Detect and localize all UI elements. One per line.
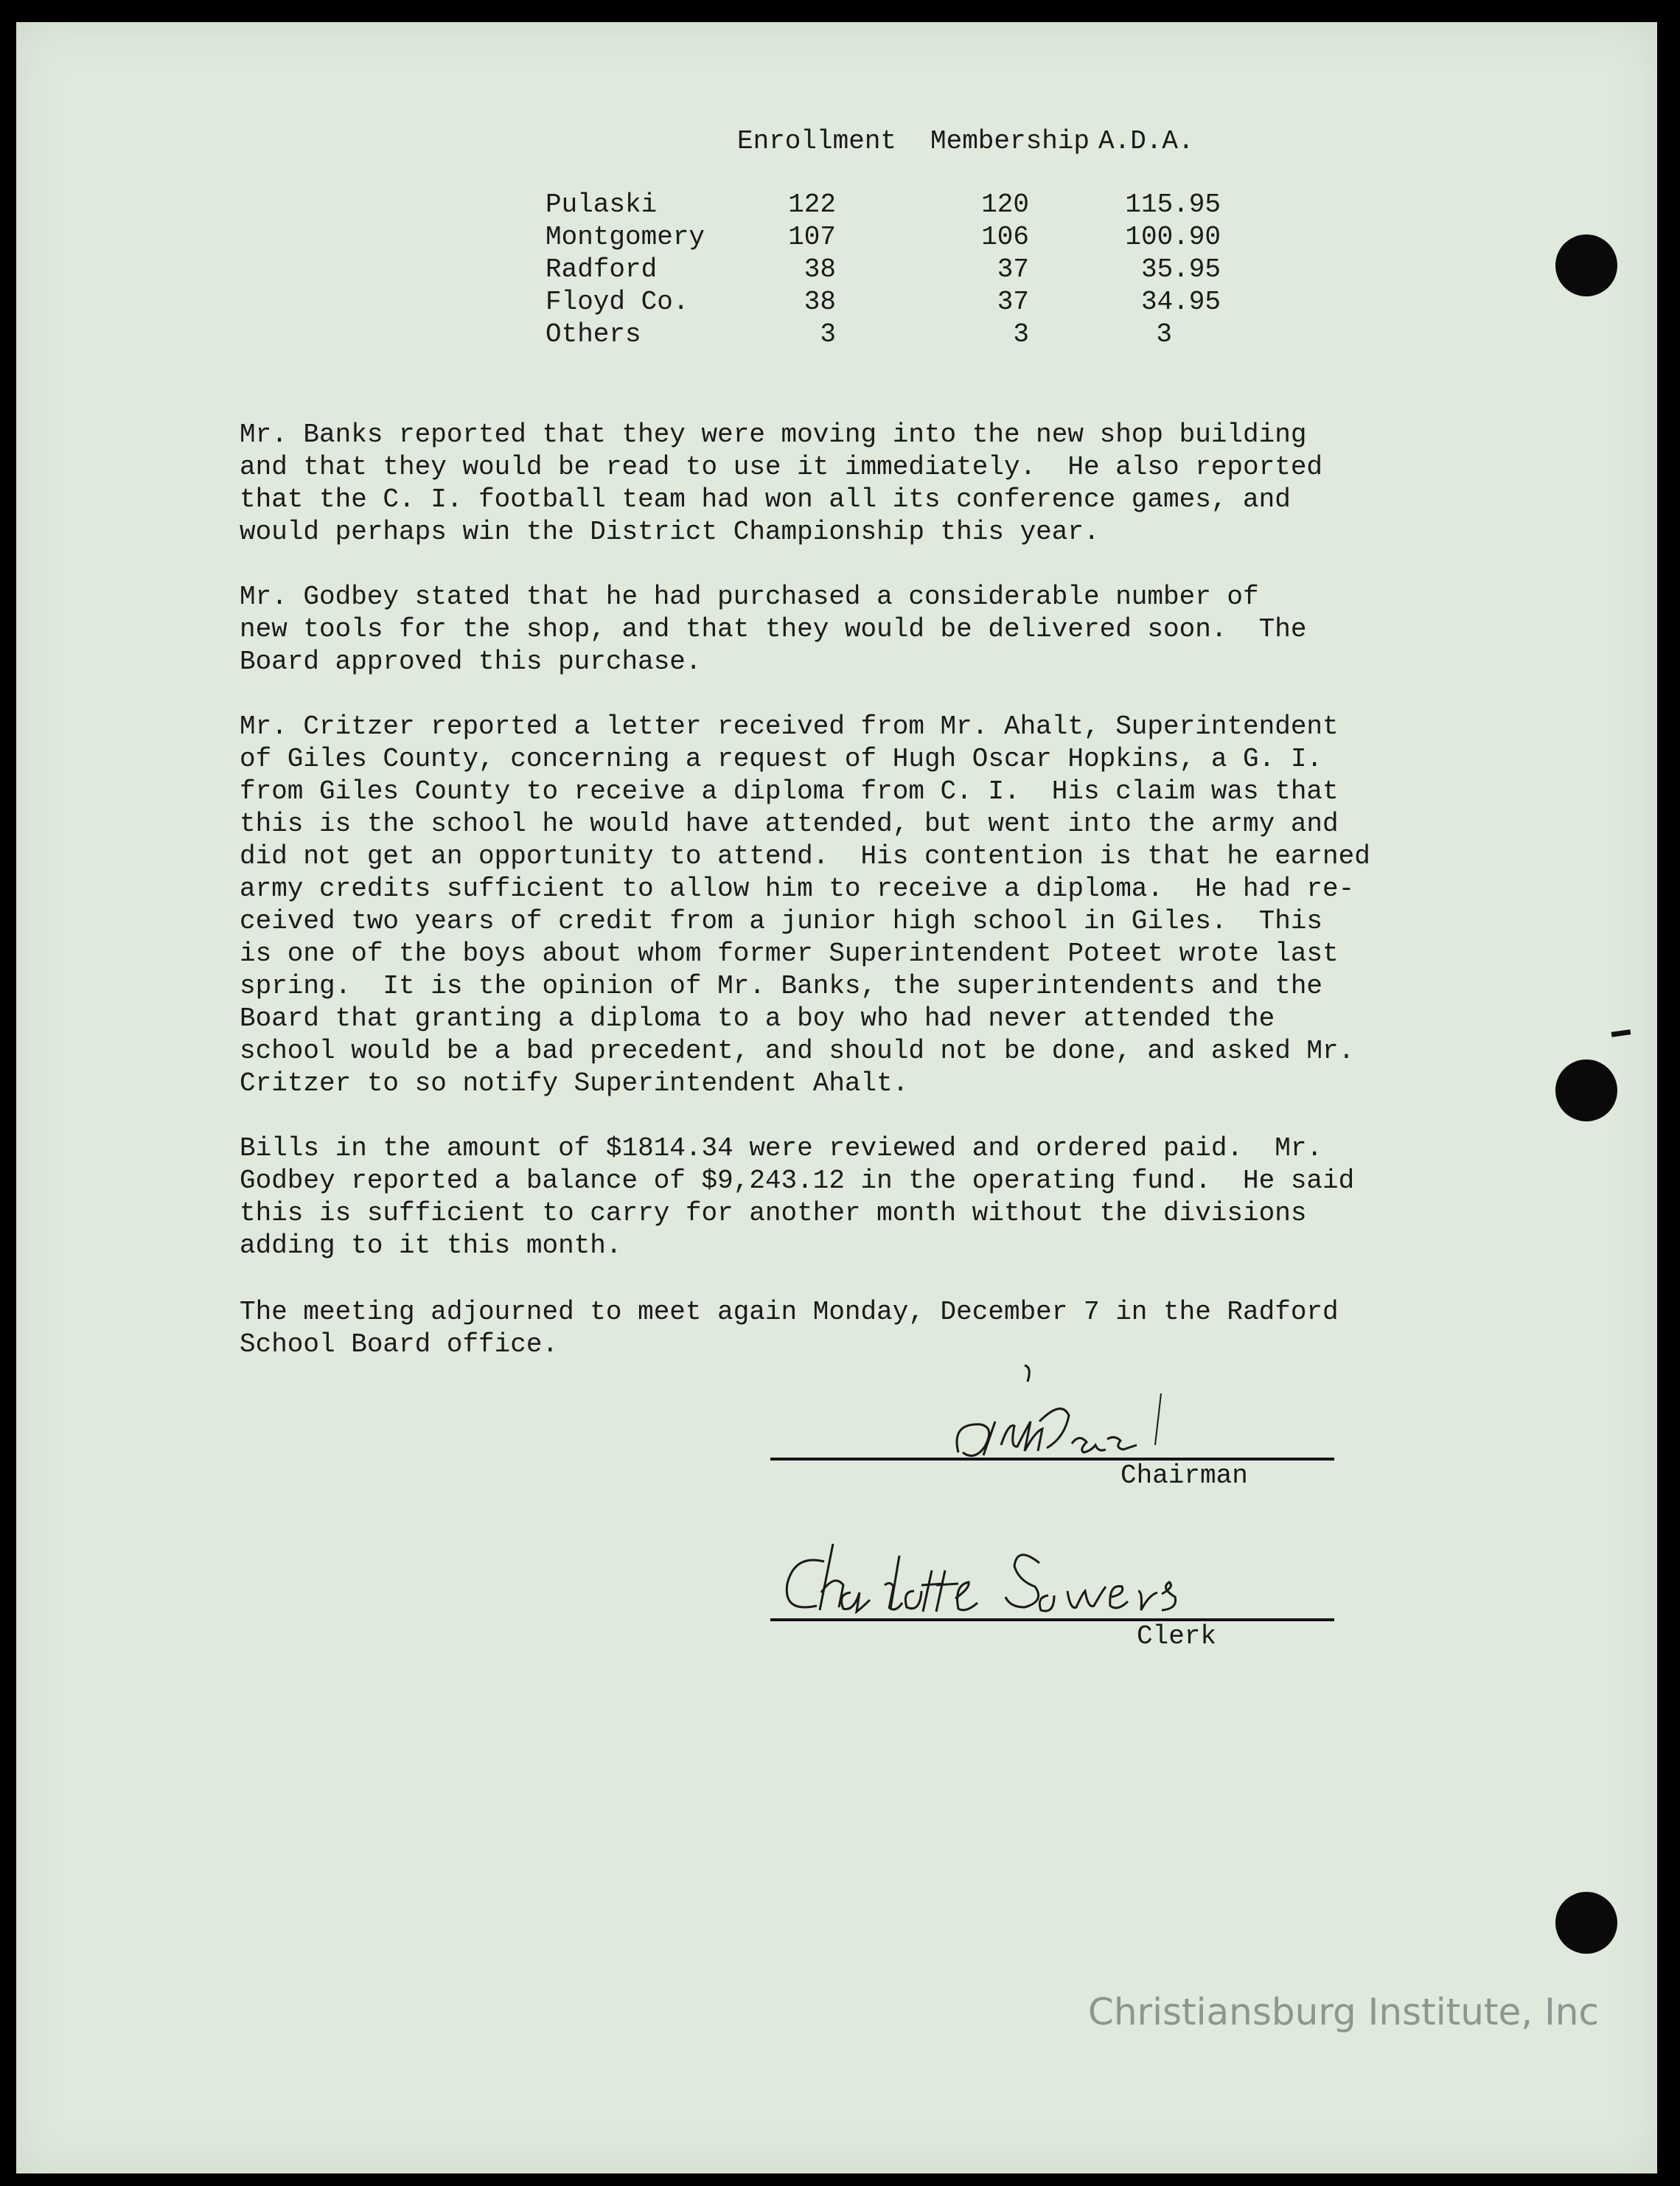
paragraph-line: school would be a bad precedent, and should not be done, and asked Mr. (240, 1036, 1355, 1066)
watermark: Christiansburg Institute, Inc (1087, 1991, 1599, 2033)
paragraph-line: Mr. Banks reported that they were moving into the new shop building (240, 420, 1307, 450)
clerk-label: Clerk (1137, 1621, 1217, 1651)
row-membership: 37 (997, 254, 1029, 285)
paragraph-line: is one of the boys about whom former Superintendent Poteet wrote last (240, 939, 1339, 969)
row-name: Others (546, 319, 641, 349)
paragraph-line: Critzer to so notify Superintendent Ahalt. (240, 1068, 909, 1099)
paragraph-line: Mr. Critzer reported a letter received from Mr. Ahalt, Superintendent (240, 711, 1339, 742)
chairman-signature (914, 1357, 1209, 1467)
punch-hole-top (1555, 234, 1617, 296)
row-enrollment: 38 (804, 287, 836, 317)
row-name: Radford (546, 254, 658, 285)
row-membership: 106 (981, 222, 1029, 252)
chairman-signature-line (770, 1458, 1334, 1461)
paragraph-line: army credits sufficient to allow him to receive a diploma. He had re- (240, 874, 1355, 904)
paragraph-line: from Giles County to receive a diploma from C. I. His claim was that (240, 776, 1339, 807)
punch-hole-bottom (1555, 1892, 1617, 1954)
header-membership: Membership (930, 126, 1090, 156)
paragraph-line: did not get an opportunity to attend. His contention is that he earned (240, 841, 1370, 871)
row-ada: 115.95 (1125, 189, 1221, 220)
paragraph-line: ceived two years of credit from a junior high school in Giles. This (240, 906, 1323, 936)
paragraph-line: new tools for the shop, and that they would be delivered soon. The (240, 614, 1307, 644)
paragraph-line: Godbey reported a balance of $9,243.12 in the operating fund. He said (240, 1166, 1355, 1196)
paragraph-line: that the C. I. football team had won all its conference games, and (240, 484, 1291, 515)
paragraph-line: Board that granting a diploma to a boy who had never attended the (240, 1003, 1275, 1034)
paragraph-line: this is sufficient to carry for another month without the divisions (240, 1198, 1307, 1228)
paragraph-line: Mr. Godbey stated that he had purchased a considerable number of (240, 582, 1259, 612)
paragraph-line: Board approved this purchase. (240, 647, 702, 677)
row-enrollment: 107 (788, 222, 836, 252)
clerk-signature-line (770, 1618, 1334, 1621)
paragraph-line: this is the school he would have attended, but went into the army and (240, 809, 1339, 839)
paragraph-line: Bills in the amount of $1814.34 were reviewed and ordered paid. Mr. (240, 1133, 1323, 1163)
paragraph-line: of Giles County, concerning a request of Hugh Oscar Hopkins, a G. I. (240, 744, 1323, 774)
row-enrollment: 38 (804, 254, 836, 285)
row-membership: 37 (997, 287, 1029, 317)
chairman-label: Chairman (1120, 1461, 1248, 1491)
paragraph-line: and that they would be read to use it immediately. He also reported (240, 452, 1323, 482)
row-name: Pulaski (546, 189, 658, 220)
paragraph-line: spring. It is the opinion of Mr. Banks, the superintendents and the (240, 971, 1323, 1001)
row-ada: 3 (1156, 319, 1172, 349)
paragraph-line: would perhaps win the District Championship this year. (240, 517, 1100, 547)
row-enrollment: 122 (788, 189, 836, 220)
row-membership: 3 (1013, 319, 1029, 349)
paragraph-line: The meeting adjourned to meet again Monday, December 7 in the Radford (240, 1297, 1339, 1327)
paragraph-line: School Board office. (240, 1329, 559, 1360)
header-ada: A.D.A. (1098, 126, 1194, 156)
row-ada: 34.95 (1140, 287, 1221, 317)
row-name: Montgomery (546, 222, 705, 252)
row-ada: 100.90 (1125, 222, 1221, 252)
row-ada: 35.95 (1140, 254, 1221, 285)
paragraph-line: adding to it this month. (240, 1231, 622, 1261)
row-name: Floyd Co. (546, 287, 689, 317)
punch-hole-middle (1555, 1059, 1617, 1121)
row-membership: 120 (981, 189, 1029, 220)
clerk-signature (774, 1541, 1334, 1622)
row-enrollment: 3 (820, 319, 836, 349)
header-enrollment: Enrollment (737, 126, 897, 156)
